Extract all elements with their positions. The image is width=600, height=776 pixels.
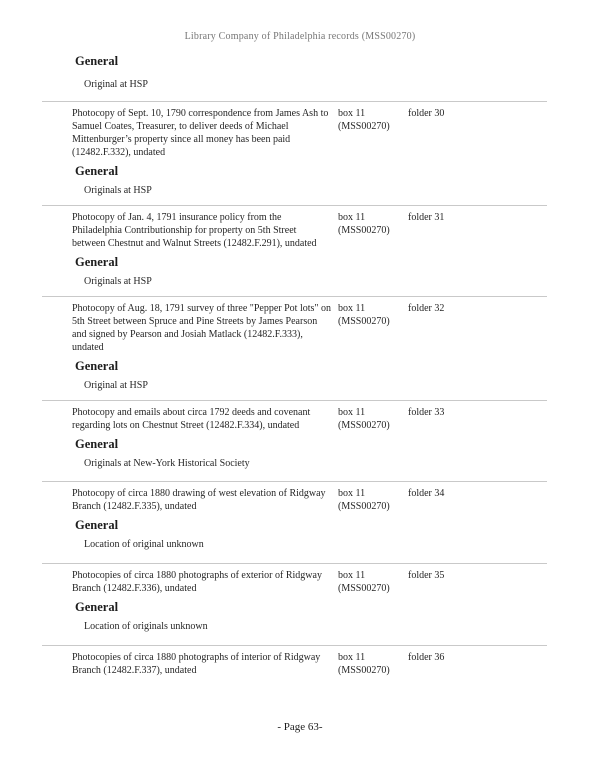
collection-number: (MSS00270) (338, 665, 390, 676)
entry-description: Photocopies of circa 1880 photographs of interior of Ridgway Branch (12482.F.337), undated (72, 652, 321, 676)
entry-folder: folder 33 (408, 407, 445, 418)
entry-folder: folder 31 (408, 212, 445, 223)
entry-description: Photocopy of circa 1880 drawing of west elevation of Ridgway Branch (12482.F.335), undated (72, 488, 326, 512)
box-number: box 11 (338, 652, 366, 663)
entry-description: Photocopy of Jan. 4, 1791 insurance policy from the Philadelphia Contributionship for property on 5th Street between Chestnut and Walnut Streets (12482.F.291), undated (72, 212, 317, 249)
general-note: Originals at New-York Historical Society (84, 458, 250, 469)
entry-folder-34 (42, 481, 547, 563)
entry-folder: folder 34 (408, 488, 445, 499)
entry-row (42, 302, 547, 354)
entry-folder-35 (42, 563, 547, 645)
entry-box (338, 406, 402, 432)
entry-description: Photocopy of Sept. 10, 1790 correspondence from James Ash to Samuel Coates, Treasurer, to deliver deeds of Michael Mittenburger’s property since all money has been paid (12482.F.332), undated (72, 108, 329, 158)
entry-description: Photocopy and emails about circa 1792 deeds and covenant regarding lots on Chestnut Street (12482.F.334), undated (72, 407, 311, 431)
collection-number: (MSS00270) (338, 501, 390, 512)
entry-box (338, 302, 402, 328)
collection-number: (MSS00270) (338, 420, 390, 431)
box-number: box 11 (338, 570, 366, 581)
box-number: box 11 (338, 108, 366, 119)
box-number: box 11 (338, 407, 366, 418)
entry-row (42, 211, 547, 250)
entry-folder-32 (42, 296, 547, 400)
entry-folder: folder 35 (408, 570, 445, 581)
collection-number: (MSS00270) (338, 583, 390, 594)
general-note: Location of original unknown (84, 539, 204, 550)
general-heading: General (75, 518, 119, 532)
general-note: Originals at HSP (84, 185, 152, 196)
entry-box (338, 211, 402, 237)
entry-folder: folder 30 (408, 108, 445, 119)
collection-number: (MSS00270) (338, 121, 390, 132)
entry-description: Photocopy of Aug. 18, 1791 survey of three "Pepper Pot lots" on 5th Street between Spruce and Pine Streets by James Pearson and signed by Pearson and Josiah Matlack (12482.F.333), undated (72, 303, 331, 353)
entry-row (42, 651, 547, 677)
general-note: Original at HSP (84, 79, 148, 90)
collection-number: (MSS00270) (338, 225, 390, 236)
entry-folder-30 (42, 101, 547, 205)
entry-row (42, 406, 547, 432)
page-number: - Page 63- (277, 721, 323, 733)
entry-box (338, 651, 402, 677)
entry-folder-31 (42, 205, 547, 296)
general-note: Location of originals unknown (84, 621, 208, 632)
general-heading: General (75, 164, 119, 178)
general-heading: General (75, 255, 119, 269)
general-heading: General (75, 600, 119, 614)
entry-folder-36 (42, 645, 547, 685)
entry-folder-33 (42, 400, 547, 481)
entry-row (42, 487, 547, 513)
general-heading: General (75, 54, 119, 68)
collection-number: (MSS00270) (338, 316, 390, 327)
entry-box (338, 569, 402, 595)
entry-row (42, 569, 547, 595)
entry-box (338, 487, 402, 513)
running-header: Library Company of Philadelphia records (MSS00270) (184, 31, 416, 42)
intro-general-block (42, 54, 547, 91)
entry-folder: folder 32 (408, 303, 445, 314)
general-note: Original at HSP (84, 380, 148, 391)
entry-row (42, 107, 547, 159)
general-heading: General (75, 359, 119, 373)
entry-box (338, 107, 402, 133)
entry-description: Photocopies of circa 1880 photographs of exterior of Ridgway Branch (12482.F.336), undated (72, 570, 322, 594)
box-number: box 11 (338, 488, 366, 499)
box-number: box 11 (338, 303, 366, 314)
entry-folder: folder 36 (408, 652, 445, 663)
entry-list (42, 101, 547, 685)
box-number: box 11 (338, 212, 366, 223)
general-heading: General (75, 437, 119, 451)
general-note: Originals at HSP (84, 276, 152, 287)
